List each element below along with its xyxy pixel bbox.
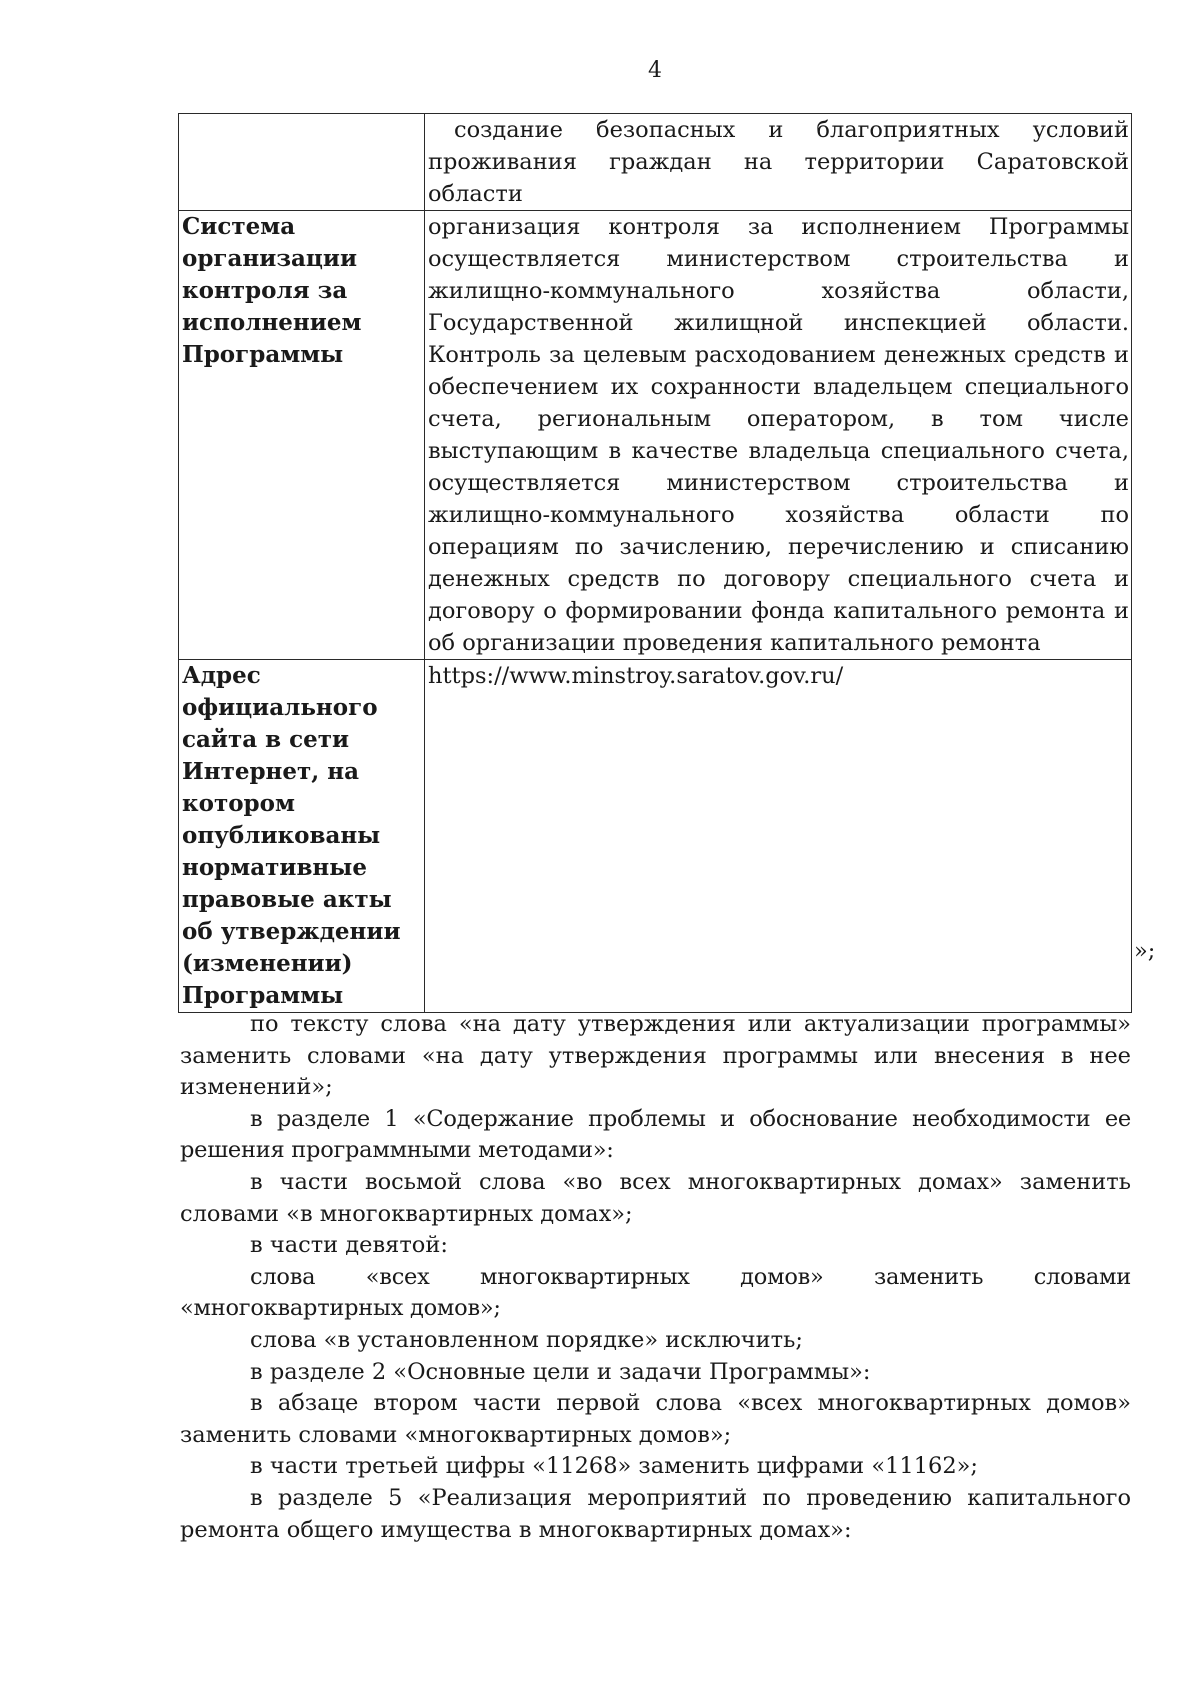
paragraph: в части девятой: xyxy=(250,1232,448,1259)
paragraph: в части третьей цифры «11268» заменить цифрами «11162»; xyxy=(250,1453,979,1480)
website-url[interactable]: https://www.minstroy.saratov.gov.ru/ xyxy=(425,660,1132,1013)
row-content: организация контроля за исполнением Программы осуществляется министерством строительства и жилищно-коммунального хозяйства области, Государственной жилищной инспекцией области. Контроль за целевым расходованием денежных средств и обеспечением их сохранности владельцем специального счета, региональным оператором, в том числе выступающим в качестве владельца специального счета, осуществляется министерством строительства и жилищно-коммунального хозяйства области по операциям по зачислению, перечислению и списанию денежных средств по договору специального счета и договору о формировании фонда капитального ремонта и об организации проведения капитального ремонта xyxy=(425,211,1132,660)
paragraph: в части восьмой слова «во всех многоквартирных домах» заменить словами «в многоквартирных домах»; xyxy=(180,1168,1131,1227)
table-row xyxy=(179,211,1132,660)
paragraph: слова «всех многоквартирных домов» заменить словами «многоквартирных домов»; xyxy=(180,1263,1131,1322)
row-heading: Адрес официального сайта в сети Интернет, на котором опубликованы нормативные правовые акты об утверждении (изменении) Программы xyxy=(179,660,425,1013)
paragraph: в абзаце втором части первой слова «всех многоквартирных домов» заменить словами «многоквартирных домов»; xyxy=(180,1390,1131,1448)
row-heading: Система организации контроля за исполнением Программы xyxy=(179,211,425,660)
program-passport-table xyxy=(178,113,1132,1013)
paragraph: в разделе 2 «Основные цели и задачи Программы»: xyxy=(250,1358,871,1385)
table-row xyxy=(179,660,1132,1013)
paragraph: по тексту слова «на дату утверждения или актуализации программы» заменить словами «на дату утверждения программы или внесения в нее изменений»; xyxy=(180,1011,1131,1101)
page-number: 4 xyxy=(648,58,662,83)
row-heading xyxy=(179,114,425,211)
paragraph: слова «в установленном порядке» исключить; xyxy=(250,1326,803,1353)
closing-quote: »; xyxy=(1134,938,1156,964)
paragraph: в разделе 5 «Реализация мероприятий по проведению капитального ремонта общего имущества в многоквартирных домах»: xyxy=(180,1484,1131,1543)
row-content: создание безопасных и благоприятных условий проживания граждан на территории Саратовской области xyxy=(425,114,1132,211)
amendment-text xyxy=(180,1009,1131,1546)
table-row xyxy=(179,114,1132,211)
paragraph: в разделе 1 «Содержание проблемы и обоснование необходимости ее решения программными методами»: xyxy=(180,1105,1131,1164)
